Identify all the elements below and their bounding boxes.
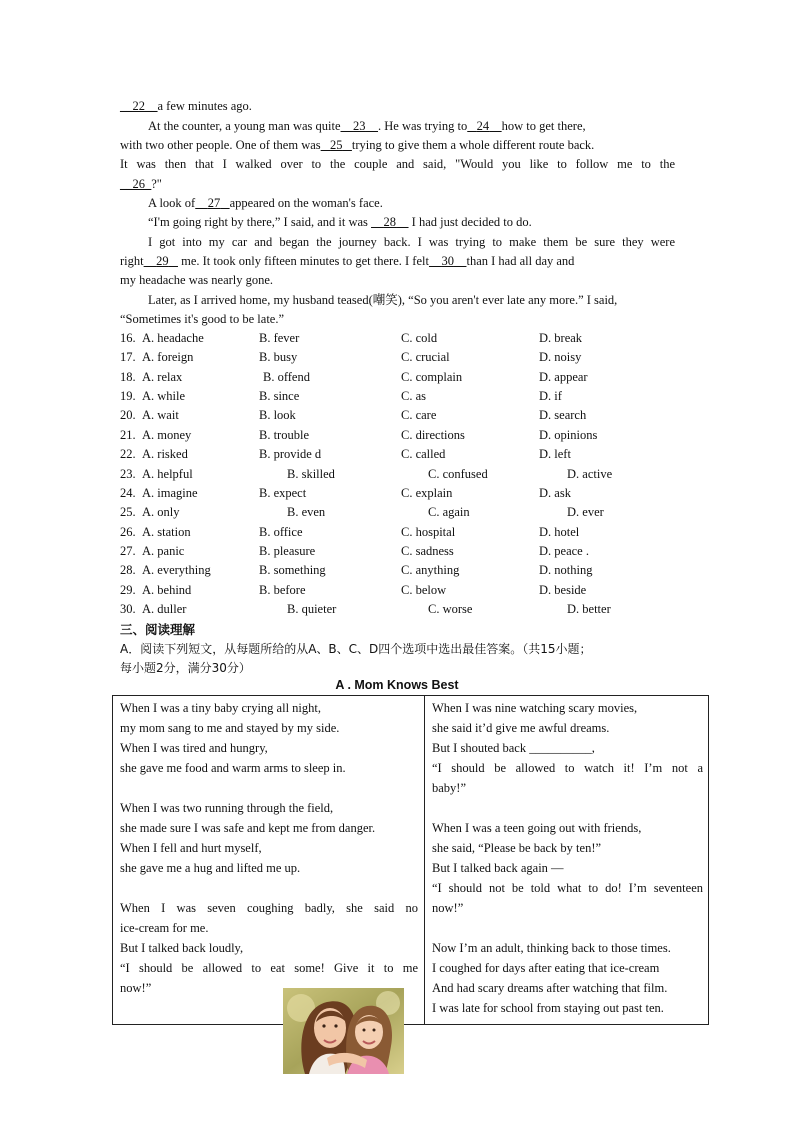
mother-daughter-photo [283, 988, 404, 1074]
poem-line: she gave me food and warm arms to sleep in. [120, 761, 346, 775]
poem-line: When I was tired and hungry, [120, 741, 268, 755]
option-row: 22. A. risked B. provide d C. called D. left [120, 447, 571, 461]
passage-line: I got into my car and began the journey back. I was trying to make them be sure they were [148, 235, 675, 249]
option-row: 16. A. headache B. fever C. cold D. break [120, 331, 583, 345]
option-row: 26. A. station B. office C. hospital D. hotel [120, 525, 580, 539]
poem-line: When I was a tiny baby crying all night, [120, 701, 321, 715]
blank-26: __26_ [120, 177, 152, 191]
poem-line: she made sure I was safe and kept me from danger. [120, 821, 376, 835]
passage-line: At the counter, a young man was quite 23 . He was trying to 24 how to get there, [148, 119, 586, 133]
passage-line: It was then that I walked over to the couple and said, "Would you like to follow me to the [120, 157, 675, 171]
option-row: 25. A. only B. even C. again D. ever [120, 505, 604, 519]
poem-line: Now I’m an adult, thinking back to those times. [432, 941, 671, 955]
poem-line: baby!” [432, 781, 467, 795]
poem-line: When I was two running through the field, [120, 801, 334, 815]
poem-line: When I fell and hurt myself, [120, 841, 262, 855]
blank-28: 28 [383, 215, 397, 229]
blank-22: __22__ [120, 99, 158, 113]
option-row: 23. A. helpful B. skilled C. confused D. active [120, 467, 613, 481]
blank-30: 30 [441, 254, 454, 268]
poem-line: my mom sang to me and stayed by my side. [120, 721, 340, 735]
poem-line: now!” [120, 981, 152, 995]
poem-line: she said it’d give me awful dreams. [432, 721, 610, 735]
poem-line: “I should not be told what to do! I’m seventeen [432, 881, 703, 895]
poem-divider [424, 695, 425, 1025]
option-row: 24. A. imagine B. expect C. explain D. ask [120, 486, 571, 500]
passage-line: right 29 me. It took only fifteen minutes to get there. I felt 30 than I had all day and [120, 254, 575, 268]
blank-25: 25 [330, 138, 343, 152]
poem-line: “I should be allowed to eat some! Give it to me [120, 961, 418, 975]
option-row: 17. A. foreign B. busy C. crucial D. noisy [120, 350, 582, 364]
poem-line: ice-cream for me. [120, 921, 209, 935]
option-row: 19. A. while B. since C. as D. if [120, 389, 562, 403]
poem-title: A . Mom Knows Best [335, 678, 459, 692]
blank-24: 24 [476, 119, 490, 133]
poem-line: When I was nine watching scary movies, [432, 701, 638, 715]
blank-29: 29 [156, 254, 169, 268]
passage-line: __26_?" [120, 177, 162, 191]
poem-line: But I shouted back __________, [432, 741, 595, 755]
poem-line: And had scary dreams after watching that film. [432, 981, 668, 995]
poem-line: she said, “Please be back by ten!” [432, 841, 602, 855]
section-instructions: 每小题2分，满分30分） [120, 661, 251, 675]
poem-line: I coughed for days after eating that ice-cream [432, 961, 660, 975]
passage-line: Later, as I arrived home, my husband teased(嘲笑), “So you aren't ever late any more.” I said, [148, 293, 618, 307]
option-row: 18. A. relax B. offend C. complain D. appear [120, 370, 588, 384]
blank-27: 27 [207, 196, 221, 210]
passage-line: __22__a few minutes ago. [120, 99, 252, 113]
option-row: 28. A. everything B. something C. anything D. nothing [120, 563, 593, 577]
poem-line: she gave me a hug and lifted me up. [120, 861, 301, 875]
section-instructions: A．阅读下列短文，从每题所给的从A、B、C、D四个选项中选出最佳答案。（共15小题； [120, 642, 592, 656]
section-title: 三、阅读理解 [120, 622, 196, 637]
option-row: 21. A. money B. trouble C. directions D. opinions [120, 428, 598, 442]
passage-line: “Sometimes it's good to be late.” [120, 312, 285, 326]
option-row: 27. A. panic B. pleasure C. sadness D. peace . [120, 544, 589, 558]
poem-line: When I was seven coughing badly, she said no [120, 901, 418, 915]
poem-line: But I talked back loudly, [120, 941, 244, 955]
passage-line: my headache was nearly gone. [120, 273, 274, 287]
poem-line: now!” [432, 901, 464, 915]
option-row: 29. A. behind B. before C. below D. beside [120, 583, 587, 597]
passage-line: with two other people. One of them was 25 trying to give them a whole different route back. [120, 138, 595, 152]
option-row: 30. A. duller B. quieter C. worse D. better [120, 602, 611, 616]
poem-line: I was late for school from staying out past ten. [432, 1001, 664, 1015]
option-row: 20. A. wait B. look C. care D. search [120, 408, 587, 422]
poem-line: But I talked back again — [432, 861, 564, 875]
passage-line: A look of 27 appeared on the woman's face. [148, 196, 383, 210]
passage-line: “I'm going right by there,” I said, and it was 28 I had just decided to do. [148, 215, 532, 229]
poem-line: When I was a teen going out with friends, [432, 821, 642, 835]
poem-line: “I should be allowed to watch it! I’m not a [432, 761, 703, 775]
blank-23: 23 [353, 119, 366, 133]
